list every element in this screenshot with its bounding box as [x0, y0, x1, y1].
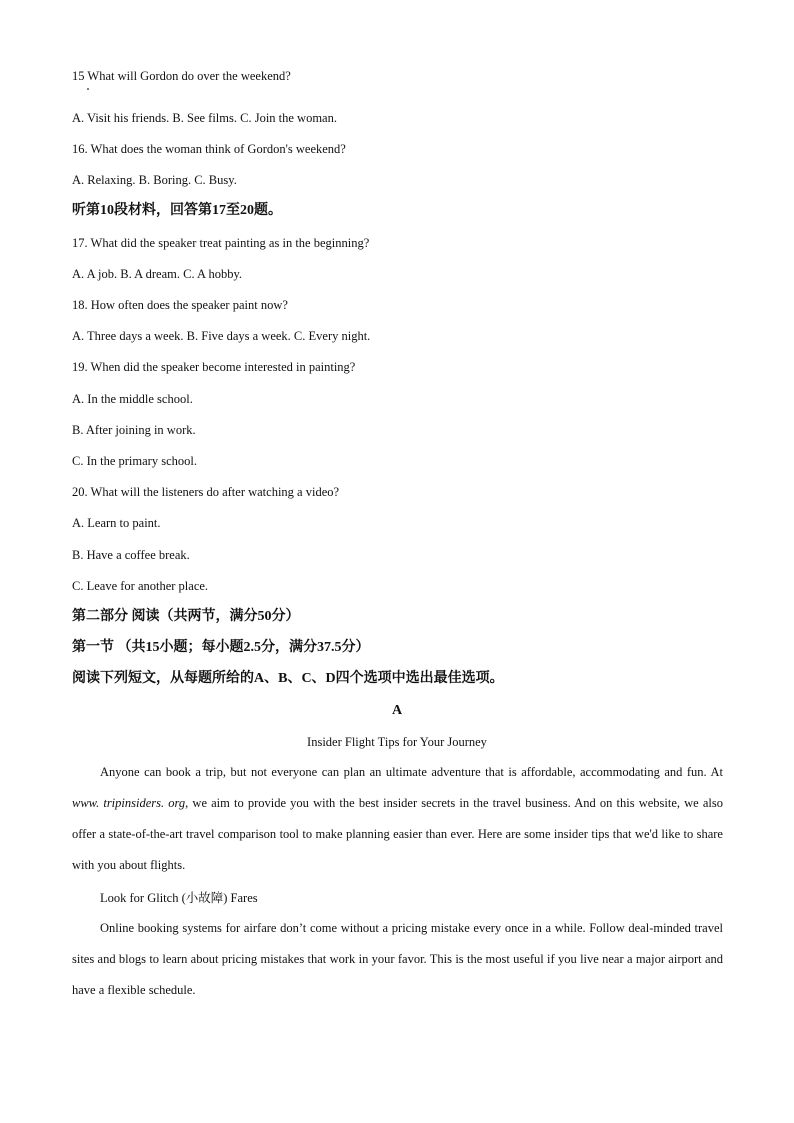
stray-mark	[87, 88, 89, 90]
question-18: 18. How often does the speaker paint now?	[72, 298, 288, 312]
reading-instruction: 阅读下列短文，从每题所给的A、B、C、D四个选项中选出最佳选项。	[72, 671, 504, 686]
question-17: 17. What did the speaker treat painting as in the beginning?	[72, 236, 370, 250]
question-16: 16. What does the woman think of Gordon's weekend?	[72, 142, 346, 156]
question-17-options: A. A job. B. A dream. C. A hobby.	[72, 267, 243, 281]
paragraph-1-text-start: Anyone can book a trip, but not everyone can plan an ultimate adventure that is affordable, accommodating and fun. At	[100, 765, 723, 779]
question-15: 15 What will Gordon do over the weekend?	[72, 69, 291, 83]
question-19-option-a: A. In the middle school.	[72, 392, 193, 406]
question-16-options: A. Relaxing. B. Boring. C. Busy.	[72, 173, 237, 187]
reading-part-title: 第二部分 阅读（共两节，满分50分）	[72, 609, 300, 624]
question-20-option-a: A. Learn to paint.	[72, 516, 161, 530]
question-19-option-b: B. After joining in work.	[72, 423, 196, 437]
passage-title: Insider Flight Tips for Your Journey	[307, 735, 487, 749]
question-20-option-b: B. Have a coffee break.	[72, 548, 190, 562]
question-20: 20. What will the listeners do after watching a video?	[72, 485, 340, 499]
website-link-text: www. tripinsiders. org	[72, 796, 186, 810]
paragraph-1-text-end: , we aim to provide you with the best insider secrets in the travel business. And on this website, we also offer a state-of-the-art travel comparison tool to make planning easier than ever. Here are some insider tips that we'd like to share with you about flights.	[72, 796, 723, 872]
section-10-instruction: 听第10段材料，回答第17至20题。	[72, 203, 282, 218]
passage-paragraph-1	[72, 757, 723, 881]
question-18-options: A. Three days a week. B. Five days a week. C. Every night.	[72, 329, 371, 343]
passage-letter: A	[391, 703, 403, 718]
passage-subheading: Look for Glitch (小故障) Fares	[100, 891, 258, 905]
question-19-option-c: C. In the primary school.	[72, 454, 197, 468]
question-19: 19. When did the speaker become interested in painting?	[72, 360, 356, 374]
question-20-option-c: C. Leave for another place.	[72, 579, 209, 593]
passage-paragraph-2: Online booking systems for airfare don’t come without a pricing mistake every once in a while. Follow deal-minded travel sites and blogs to learn about pricing mistakes that work in your favor. This is the most useful if you live near a major airport and have a flexible schedule.	[72, 921, 723, 997]
reading-section-title: 第一节 （共15小题；每小题2.5分，满分37.5分）	[72, 640, 370, 655]
question-15-options: A. Visit his friends. B. See films. C. Join the woman.	[72, 111, 337, 125]
